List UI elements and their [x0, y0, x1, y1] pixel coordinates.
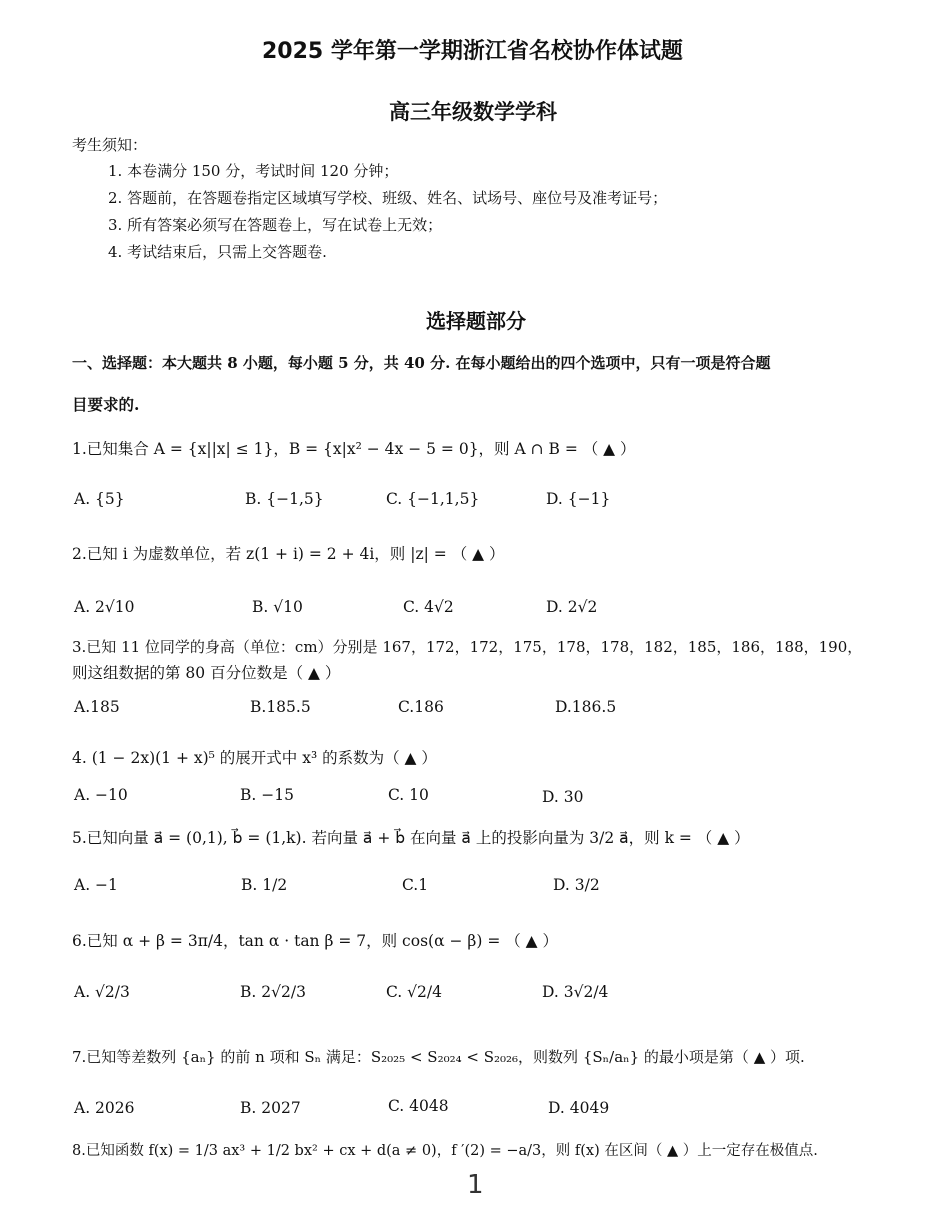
notice-item: 2. 答题前，在答题卷指定区域填写学校、班级、姓名、试场号、座位号及准考证号；	[108, 189, 668, 207]
question-3-option-d: D.186.5	[555, 698, 617, 716]
page-number: 1	[467, 1170, 484, 1200]
section-intro: 一、选择题：本大题共 8 小题，每小题 5 分，共 40 分. 在每小题给出的四个选项中，只有一项是符合题	[72, 354, 771, 372]
question-1-option-c: C. {−1,1,5}	[386, 490, 480, 508]
question-4-option-b: B. −15	[240, 786, 294, 804]
question-2-option-c: C. 4√2	[403, 598, 454, 616]
question-1-option-b: B. {−1,5}	[245, 490, 324, 508]
question-5-option-a: A. −1	[74, 876, 118, 894]
question-2-option-b: B. √10	[252, 598, 303, 616]
question-1-option-d: D. {−1}	[546, 490, 611, 508]
question-3-option-a: A.185	[74, 698, 120, 716]
exam-title: 2025 学年第一学期浙江省名校协作体试题	[262, 39, 683, 64]
question-5-option-d: D. 3/2	[553, 876, 600, 894]
question-8-stem: 8.已知函数 f(x) = 1/3 ax³ + 1/2 bx² + cx + d(a ≠ 0)，f ′(2) = −a/3，则 f(x) 在区间（ ▲ ）上一定存在极值点.	[72, 1143, 818, 1159]
question-4-option-c: C. 10	[388, 786, 429, 804]
question-1-option-a: A. {5}	[74, 490, 125, 508]
notice-heading: 考生须知：	[72, 136, 148, 154]
question-7-stem: 7.已知等差数列 {aₙ} 的前 n 项和 Sₙ 满足：S₂₀₂₅ < S₂₀₂₄ < S₂₀₂₆，则数列 {Sₙ/aₙ} 的最小项是第（ ▲ ）项.	[72, 1048, 805, 1066]
section-intro-cont: 目要求的.	[72, 395, 140, 414]
question-6-option-d: D. 3√2/4	[542, 983, 609, 1001]
question-6-option-b: B. 2√2/3	[240, 983, 306, 1001]
question-5-option-b: B. 1/2	[241, 876, 288, 894]
question-4-option-d: D. 30	[542, 788, 584, 806]
question-7-option-c: C. 4048	[388, 1097, 449, 1115]
question-2-option-d: D. 2√2	[546, 598, 598, 616]
notice-item: 4. 考试结束后，只需上交答题卷.	[108, 243, 327, 261]
question-7-option-a: A. 2026	[74, 1099, 135, 1117]
question-2-option-a: A. 2√10	[74, 598, 135, 616]
question-3-stem: 3.已知 11 位同学的身高（单位：cm）分别是 167，172，172，175，178，178，182，185，186，188，190，	[72, 638, 863, 656]
question-4-stem: 4. (1 − 2x)(1 + x)⁵ 的展开式中 x³ 的系数为（ ▲ ）	[72, 749, 437, 767]
question-7-option-b: B. 2027	[240, 1099, 301, 1117]
section-title: 选择题部分	[426, 309, 526, 333]
question-5-stem: 5.已知向量 a⃗ = (0,1), b⃗ = (1,k). 若向量 a⃗ + b⃗ 在向量 a⃗ 上的投影向量为 3/2 a⃗，则 k = （ ▲ ）	[72, 829, 750, 847]
question-6-option-a: A. √2/3	[74, 983, 130, 1001]
question-6-option-c: C. √2/4	[386, 983, 442, 1001]
question-7-option-d: D. 4049	[548, 1099, 610, 1117]
notice-item: 3. 所有答案必须写在答题卷上，写在试卷上无效；	[108, 216, 443, 234]
notice-item: 1. 本卷满分 150 分，考试时间 120 分钟；	[108, 162, 399, 180]
question-5-option-c: C.1	[402, 876, 429, 894]
question-1-stem: 1.已知集合 A = {x||x| ≤ 1}，B = {x|x² − 4x − 5 = 0}，则 A ∩ B = （ ▲ ）	[72, 440, 636, 458]
exam-subtitle: 高三年级数学学科	[389, 100, 557, 124]
question-3-option-b: B.185.5	[250, 698, 311, 716]
question-3-option-c: C.186	[398, 698, 444, 716]
question-2-stem: 2.已知 i 为虚数单位，若 z(1 + i) = 2 + 4i，则 |z| = （ ▲ ）	[72, 545, 505, 563]
question-3-stem-cont: 则这组数据的第 80 百分位数是（ ▲ ）	[72, 664, 341, 682]
question-6-stem: 6.已知 α + β = 3π/4，tan α · tan β = 7，则 cos(α − β) = （ ▲ ）	[72, 932, 559, 950]
question-4-option-a: A. −10	[74, 786, 128, 804]
